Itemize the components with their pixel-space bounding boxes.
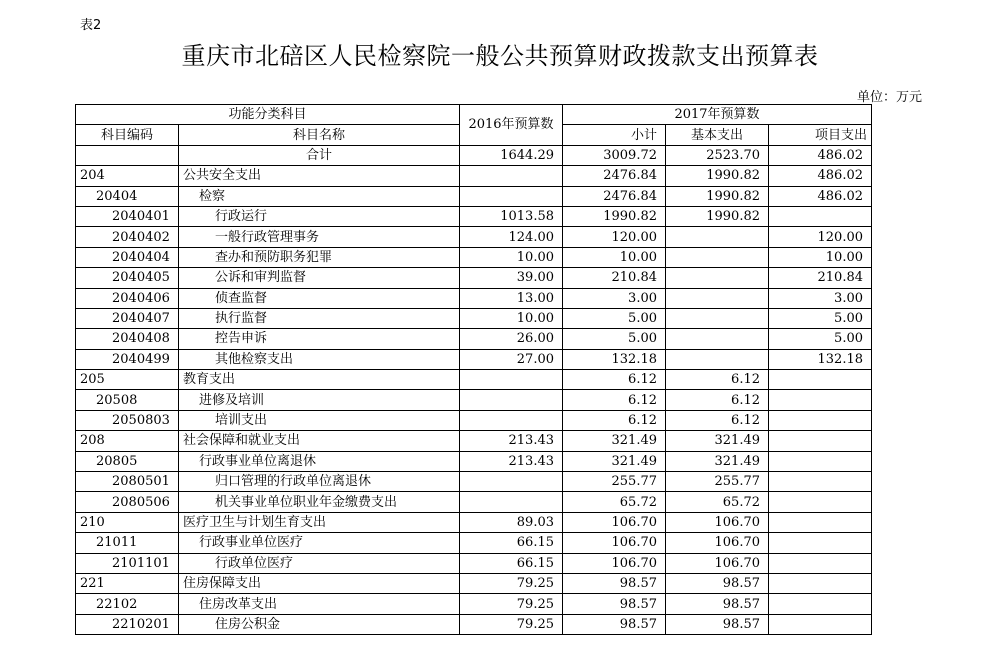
header-name: 科目名称 <box>179 125 460 145</box>
cell-subtotal: 210.84 <box>563 268 666 288</box>
cell-project: 120.00 <box>769 227 872 247</box>
cell-budget-2016 <box>460 472 563 492</box>
cell-name: 机关事业单位职业年金缴费支出 <box>179 492 460 512</box>
table-row <box>76 492 872 512</box>
cell-name: 行政事业单位医疗 <box>179 533 460 553</box>
table-row <box>76 573 872 593</box>
cell-code: 2101101 <box>76 553 179 573</box>
cell-code: 2080501 <box>76 472 179 492</box>
cell-project: 5.00 <box>769 329 872 349</box>
header-code: 科目编码 <box>76 125 179 145</box>
cell-basic: 2523.70 <box>666 145 769 165</box>
cell-project: 210.84 <box>769 268 872 288</box>
cell-budget-2016: 124.00 <box>460 227 563 247</box>
cell-budget-2016 <box>460 370 563 390</box>
cell-code: 20508 <box>76 390 179 410</box>
cell-code: 221 <box>76 573 179 593</box>
cell-code: 208 <box>76 431 179 451</box>
cell-basic: 1990.82 <box>666 206 769 226</box>
cell-basic <box>666 247 769 267</box>
cell-subtotal: 2476.84 <box>563 166 666 186</box>
cell-budget-2016: 39.00 <box>460 268 563 288</box>
cell-subtotal: 6.12 <box>563 370 666 390</box>
cell-subtotal: 6.12 <box>563 390 666 410</box>
cell-budget-2016 <box>460 390 563 410</box>
cell-code: 2040406 <box>76 288 179 308</box>
cell-subtotal: 98.57 <box>563 614 666 634</box>
cell-project <box>769 573 872 593</box>
table-row <box>76 472 872 492</box>
table-row <box>76 268 872 288</box>
table-body <box>76 145 872 634</box>
cell-basic: 6.12 <box>666 390 769 410</box>
header-project: 项目支出 <box>769 125 872 145</box>
cell-name: 公诉和审判监督 <box>179 268 460 288</box>
cell-subtotal: 321.49 <box>563 451 666 471</box>
cell-code: 210 <box>76 512 179 532</box>
cell-basic: 6.12 <box>666 410 769 430</box>
cell-code: 22102 <box>76 594 179 614</box>
cell-name: 医疗卫生与计划生育支出 <box>179 512 460 532</box>
cell-subtotal: 2476.84 <box>563 186 666 206</box>
cell-project <box>769 451 872 471</box>
table-row <box>76 512 872 532</box>
cell-name: 其他检察支出 <box>179 349 460 369</box>
cell-subtotal: 1990.82 <box>563 206 666 226</box>
cell-subtotal: 106.70 <box>563 553 666 573</box>
cell-budget-2016: 213.43 <box>460 451 563 471</box>
header-basic: 基本支出 <box>666 125 769 145</box>
cell-project <box>769 431 872 451</box>
cell-project <box>769 492 872 512</box>
cell-budget-2016 <box>460 492 563 512</box>
cell-code: 20805 <box>76 451 179 471</box>
cell-subtotal: 120.00 <box>563 227 666 247</box>
table-number-label: 表2 <box>80 18 102 33</box>
cell-name: 检察 <box>179 186 460 206</box>
cell-name: 查办和预防职务犯罪 <box>179 247 460 267</box>
cell-subtotal: 106.70 <box>563 512 666 532</box>
cell-subtotal: 106.70 <box>563 533 666 553</box>
cell-project: 486.02 <box>769 186 872 206</box>
header-budget-2016: 2016年预算数 <box>460 105 563 146</box>
cell-basic: 106.70 <box>666 553 769 573</box>
cell-code: 2210201 <box>76 614 179 634</box>
cell-budget-2016: 1644.29 <box>460 145 563 165</box>
cell-subtotal: 6.12 <box>563 410 666 430</box>
cell-project <box>769 472 872 492</box>
table-row <box>76 227 872 247</box>
page-title: 重庆市北碚区人民检察院一般公共预算财政拨款支出预算表 <box>181 42 819 70</box>
cell-name: 执行监督 <box>179 308 460 328</box>
cell-project <box>769 594 872 614</box>
cell-name: 行政单位医疗 <box>179 553 460 573</box>
table-row <box>76 594 872 614</box>
table-row <box>76 370 872 390</box>
cell-basic <box>666 349 769 369</box>
table-row <box>76 553 872 573</box>
cell-name: 控告申诉 <box>179 329 460 349</box>
cell-budget-2016: 27.00 <box>460 349 563 369</box>
cell-project <box>769 512 872 532</box>
cell-budget-2016: 89.03 <box>460 512 563 532</box>
header-budget-2017: 2017年预算数 <box>563 105 872 125</box>
cell-budget-2016 <box>460 186 563 206</box>
cell-code: 2040401 <box>76 206 179 226</box>
cell-subtotal: 65.72 <box>563 492 666 512</box>
cell-basic: 98.57 <box>666 573 769 593</box>
cell-budget-2016: 66.15 <box>460 553 563 573</box>
cell-code: 2040407 <box>76 308 179 328</box>
unit-label: 单位：万元 <box>856 90 922 105</box>
cell-basic: 1990.82 <box>666 186 769 206</box>
cell-basic: 98.57 <box>666 594 769 614</box>
table-row <box>76 349 872 369</box>
table-row <box>76 329 872 349</box>
cell-project: 3.00 <box>769 288 872 308</box>
cell-project: 10.00 <box>769 247 872 267</box>
table-row <box>76 206 872 226</box>
cell-name: 归口管理的行政单位离退休 <box>179 472 460 492</box>
cell-basic <box>666 288 769 308</box>
cell-code: 2080506 <box>76 492 179 512</box>
cell-basic: 98.57 <box>666 614 769 634</box>
cell-project <box>769 533 872 553</box>
cell-basic <box>666 329 769 349</box>
cell-basic: 106.70 <box>666 533 769 553</box>
cell-project: 132.18 <box>769 349 872 369</box>
cell-code: 21011 <box>76 533 179 553</box>
cell-project: 486.02 <box>769 145 872 165</box>
cell-basic <box>666 308 769 328</box>
cell-code: 205 <box>76 370 179 390</box>
table-row <box>76 431 872 451</box>
cell-basic: 321.49 <box>666 451 769 471</box>
cell-subtotal: 5.00 <box>563 329 666 349</box>
cell-code: 20404 <box>76 186 179 206</box>
table-row <box>76 247 872 267</box>
table-row <box>76 390 872 410</box>
table-row <box>76 166 872 186</box>
budget-table <box>75 104 872 635</box>
cell-name: 公共安全支出 <box>179 166 460 186</box>
cell-code: 2040499 <box>76 349 179 369</box>
cell-project <box>769 410 872 430</box>
cell-budget-2016: 10.00 <box>460 308 563 328</box>
cell-budget-2016: 1013.58 <box>460 206 563 226</box>
cell-project: 486.02 <box>769 166 872 186</box>
cell-name: 培训支出 <box>179 410 460 430</box>
table-row <box>76 614 872 634</box>
cell-project: 5.00 <box>769 308 872 328</box>
cell-code <box>76 145 179 165</box>
cell-project <box>769 206 872 226</box>
cell-budget-2016: 79.25 <box>460 614 563 634</box>
header-subtotal: 小计 <box>563 125 666 145</box>
cell-subtotal: 3.00 <box>563 288 666 308</box>
cell-budget-2016: 79.25 <box>460 573 563 593</box>
cell-budget-2016: 13.00 <box>460 288 563 308</box>
cell-budget-2016: 213.43 <box>460 431 563 451</box>
cell-code: 204 <box>76 166 179 186</box>
cell-subtotal: 255.77 <box>563 472 666 492</box>
cell-basic: 106.70 <box>666 512 769 532</box>
cell-subtotal: 98.57 <box>563 594 666 614</box>
cell-basic <box>666 227 769 247</box>
table-row <box>76 308 872 328</box>
cell-name: 住房保障支出 <box>179 573 460 593</box>
cell-basic <box>666 268 769 288</box>
header-func-class: 功能分类科目 <box>76 105 460 125</box>
cell-budget-2016: 79.25 <box>460 594 563 614</box>
cell-code: 2040404 <box>76 247 179 267</box>
cell-basic: 65.72 <box>666 492 769 512</box>
table-row <box>76 186 872 206</box>
cell-project <box>769 370 872 390</box>
cell-basic: 255.77 <box>666 472 769 492</box>
table-row <box>76 410 872 430</box>
cell-subtotal: 98.57 <box>563 573 666 593</box>
cell-basic: 321.49 <box>666 431 769 451</box>
cell-project <box>769 553 872 573</box>
cell-name: 行政运行 <box>179 206 460 226</box>
cell-budget-2016 <box>460 166 563 186</box>
cell-subtotal: 5.00 <box>563 308 666 328</box>
cell-subtotal: 321.49 <box>563 431 666 451</box>
cell-code: 2040402 <box>76 227 179 247</box>
table-row <box>76 145 872 165</box>
cell-budget-2016: 10.00 <box>460 247 563 267</box>
cell-project <box>769 614 872 634</box>
table-row <box>76 288 872 308</box>
cell-basic: 1990.82 <box>666 166 769 186</box>
cell-code: 2050803 <box>76 410 179 430</box>
cell-name: 教育支出 <box>179 370 460 390</box>
cell-budget-2016: 26.00 <box>460 329 563 349</box>
cell-code: 2040405 <box>76 268 179 288</box>
cell-basic: 6.12 <box>666 370 769 390</box>
cell-name: 住房公积金 <box>179 614 460 634</box>
cell-name: 住房改革支出 <box>179 594 460 614</box>
cell-subtotal: 132.18 <box>563 349 666 369</box>
cell-budget-2016 <box>460 410 563 430</box>
cell-project <box>769 390 872 410</box>
cell-name: 一般行政管理事务 <box>179 227 460 247</box>
cell-budget-2016: 66.15 <box>460 533 563 553</box>
cell-name: 合计 <box>179 145 460 165</box>
cell-subtotal: 3009.72 <box>563 145 666 165</box>
cell-name: 行政事业单位离退休 <box>179 451 460 471</box>
cell-name: 进修及培训 <box>179 390 460 410</box>
table-row <box>76 533 872 553</box>
cell-name: 社会保障和就业支出 <box>179 431 460 451</box>
table-row <box>76 451 872 471</box>
cell-subtotal: 10.00 <box>563 247 666 267</box>
cell-name: 侦查监督 <box>179 288 460 308</box>
table-header <box>76 105 872 146</box>
cell-code: 2040408 <box>76 329 179 349</box>
